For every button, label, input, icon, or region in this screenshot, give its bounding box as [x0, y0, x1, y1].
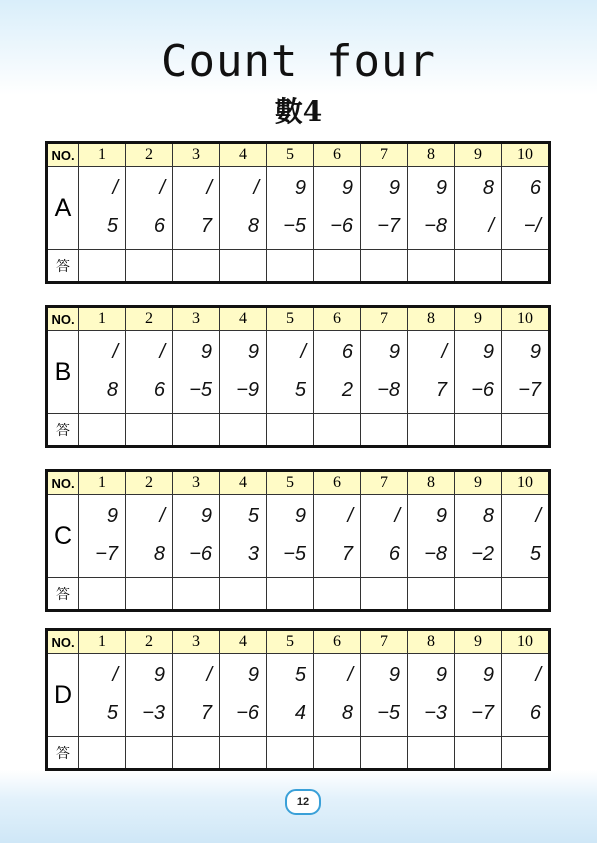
column-number: 3 — [173, 308, 220, 330]
header-no-label: NO. — [48, 472, 79, 494]
column-number: 4 — [220, 308, 267, 330]
problem-cell — [361, 167, 408, 249]
problem-row — [48, 331, 548, 414]
first-number: / — [394, 505, 400, 527]
answer-cell[interactable] — [79, 737, 126, 768]
column-number: 4 — [220, 144, 267, 166]
column-number: 8 — [408, 631, 455, 653]
second-number: / — [488, 215, 494, 237]
first-number: 9 — [247, 341, 259, 363]
answer-row — [48, 578, 548, 609]
answer-cell[interactable] — [361, 737, 408, 768]
problem-cell — [408, 654, 455, 736]
header-row — [48, 472, 548, 495]
first-number: 9 — [247, 664, 259, 686]
problem-cell — [502, 167, 548, 249]
answer-row — [48, 414, 548, 445]
column-number: 5 — [267, 308, 314, 330]
first-number: 8 — [482, 177, 494, 199]
first-number: 9 — [435, 664, 447, 686]
problem-cell — [220, 654, 267, 736]
first-number: 6 — [341, 341, 353, 363]
first-number: / — [347, 505, 353, 527]
column-number: 2 — [126, 472, 173, 494]
answer-cell[interactable] — [267, 250, 314, 281]
column-number: 9 — [455, 308, 502, 330]
header-row — [48, 308, 548, 331]
answer-cell[interactable] — [502, 737, 548, 768]
answer-row — [48, 250, 548, 281]
second-number: 8 — [247, 215, 259, 237]
problem-cell — [502, 331, 548, 413]
problem-cell — [314, 495, 361, 577]
second-number: −8 — [377, 379, 400, 401]
problem-cell — [361, 654, 408, 736]
problem-cell — [126, 495, 173, 577]
column-number: 2 — [126, 144, 173, 166]
problem-cell — [455, 167, 502, 249]
worksheet-c — [45, 469, 551, 612]
column-number: 3 — [173, 472, 220, 494]
first-number: / — [300, 341, 306, 363]
answer-cell[interactable] — [408, 578, 455, 609]
answer-cell[interactable] — [126, 578, 173, 609]
answer-cell[interactable] — [79, 414, 126, 445]
worksheet-a — [45, 141, 551, 284]
problem-cell — [267, 495, 314, 577]
first-number: 9 — [200, 505, 212, 527]
answer-label: 答 — [48, 737, 79, 768]
column-number: 6 — [314, 472, 361, 494]
column-number: 1 — [79, 308, 126, 330]
second-number: 8 — [106, 379, 118, 401]
first-number: 9 — [435, 505, 447, 527]
answer-cell[interactable] — [314, 250, 361, 281]
first-number: 5 — [294, 664, 306, 686]
section-label: D — [48, 654, 79, 736]
page-title: Count four — [161, 36, 436, 87]
column-number: 6 — [314, 308, 361, 330]
section-label: C — [48, 495, 79, 577]
problem-cell — [267, 654, 314, 736]
column-number: 4 — [220, 631, 267, 653]
first-number: 9 — [294, 505, 306, 527]
first-number: / — [112, 341, 118, 363]
problem-cell — [314, 167, 361, 249]
second-number: 6 — [153, 215, 165, 237]
column-number: 8 — [408, 144, 455, 166]
problem-cell — [314, 654, 361, 736]
answer-label: 答 — [48, 250, 79, 281]
second-number: 5 — [106, 702, 118, 724]
first-number: 8 — [482, 505, 494, 527]
problem-cell — [314, 331, 361, 413]
column-number: 10 — [517, 146, 533, 163]
answer-cell[interactable] — [173, 578, 220, 609]
column-number: 9 — [455, 472, 502, 494]
first-number: / — [535, 505, 541, 527]
first-number: / — [159, 341, 165, 363]
answer-cell[interactable] — [220, 250, 267, 281]
first-number: 9 — [388, 341, 400, 363]
page-number-badge: 12 — [285, 789, 321, 815]
first-number: / — [206, 664, 212, 686]
answer-cell[interactable] — [220, 737, 267, 768]
column-number: 10 — [517, 310, 533, 327]
problem-cell — [455, 654, 502, 736]
second-number: −/ — [523, 215, 541, 237]
second-number: 8 — [153, 543, 165, 565]
column-number: 2 — [126, 631, 173, 653]
problem-cell — [502, 495, 548, 577]
answer-cell[interactable] — [79, 250, 126, 281]
column-number: 3 — [173, 631, 220, 653]
first-number: / — [535, 664, 541, 686]
answer-cell[interactable] — [455, 250, 502, 281]
answer-cell[interactable] — [173, 737, 220, 768]
column-number: 10 — [517, 474, 533, 491]
first-number: 9 — [341, 177, 353, 199]
answer-cell[interactable] — [361, 250, 408, 281]
answer-cell[interactable] — [502, 250, 548, 281]
second-number: 2 — [341, 379, 353, 401]
second-number: −5 — [377, 702, 400, 724]
first-number: / — [206, 177, 212, 199]
column-number: 4 — [220, 472, 267, 494]
worksheet-d — [45, 628, 551, 771]
first-number: / — [347, 664, 353, 686]
column-number: 1 — [79, 472, 126, 494]
problem-cell — [126, 331, 173, 413]
first-number: / — [159, 177, 165, 199]
problem-cell — [361, 331, 408, 413]
problem-cell — [502, 654, 548, 736]
column-number: 9 — [455, 631, 502, 653]
column-number: 6 — [314, 631, 361, 653]
first-number: / — [253, 177, 259, 199]
answer-cell[interactable] — [314, 414, 361, 445]
first-number: 6 — [529, 177, 541, 199]
answer-label: 答 — [48, 578, 79, 609]
first-number: 9 — [153, 664, 165, 686]
answer-cell[interactable] — [126, 250, 173, 281]
second-number: 6 — [153, 379, 165, 401]
second-number: −9 — [236, 379, 259, 401]
second-number: −3 — [142, 702, 165, 724]
answer-cell[interactable] — [267, 578, 314, 609]
first-number: 9 — [200, 341, 212, 363]
problem-row — [48, 654, 548, 737]
second-number: 8 — [341, 702, 353, 724]
problem-cell — [126, 167, 173, 249]
problem-cell — [173, 331, 220, 413]
second-number: −6 — [330, 215, 353, 237]
answer-cell[interactable] — [173, 250, 220, 281]
problem-cell — [173, 167, 220, 249]
second-number: −2 — [471, 543, 494, 565]
header-no-label: NO. — [48, 631, 79, 653]
problem-row — [48, 167, 548, 250]
answer-cell[interactable] — [314, 737, 361, 768]
answer-row — [48, 737, 548, 768]
second-number: 6 — [388, 543, 400, 565]
column-number: 7 — [361, 144, 408, 166]
first-number: 9 — [106, 505, 118, 527]
problem-cell — [79, 654, 126, 736]
answer-cell[interactable] — [126, 737, 173, 768]
column-number: 8 — [408, 472, 455, 494]
column-number: 10 — [517, 633, 533, 650]
column-number: 1 — [79, 631, 126, 653]
problem-row — [48, 495, 548, 578]
answer-cell[interactable] — [361, 414, 408, 445]
header-row — [48, 144, 548, 167]
problem-cell — [79, 331, 126, 413]
problem-cell — [79, 167, 126, 249]
second-number: 3 — [247, 543, 259, 565]
problem-cell — [408, 495, 455, 577]
column-number: 7 — [361, 631, 408, 653]
problem-cell — [361, 495, 408, 577]
first-number: / — [112, 664, 118, 686]
first-number: 9 — [529, 341, 541, 363]
column-number: 1 — [79, 144, 126, 166]
section-label: A — [48, 167, 79, 249]
page-subtitle: 數4 — [274, 95, 323, 128]
problem-cell — [455, 495, 502, 577]
second-number: 7 — [200, 215, 212, 237]
second-number: −7 — [518, 379, 541, 401]
first-number: 9 — [388, 664, 400, 686]
first-number: / — [112, 177, 118, 199]
answer-cell[interactable] — [126, 414, 173, 445]
second-number: −6 — [236, 702, 259, 724]
column-number: 7 — [361, 308, 408, 330]
worksheet-b — [45, 305, 551, 448]
second-number: −7 — [471, 702, 494, 724]
column-number: 3 — [173, 144, 220, 166]
header-no-label: NO. — [48, 144, 79, 166]
second-number: −7 — [95, 543, 118, 565]
column-number: 6 — [314, 144, 361, 166]
problem-cell — [408, 331, 455, 413]
first-number: 9 — [388, 177, 400, 199]
problem-cell — [126, 654, 173, 736]
answer-cell[interactable] — [455, 578, 502, 609]
answer-cell[interactable] — [502, 414, 548, 445]
column-number: 8 — [408, 308, 455, 330]
first-number: / — [441, 341, 447, 363]
answer-cell[interactable] — [220, 414, 267, 445]
second-number: −6 — [189, 543, 212, 565]
second-number: 5 — [106, 215, 118, 237]
second-number: 5 — [529, 543, 541, 565]
first-number: 9 — [482, 664, 494, 686]
answer-cell[interactable] — [79, 578, 126, 609]
second-number: −6 — [471, 379, 494, 401]
second-number: −5 — [189, 379, 212, 401]
second-number: −8 — [424, 215, 447, 237]
problem-cell — [267, 331, 314, 413]
answer-cell[interactable] — [455, 414, 502, 445]
answer-cell[interactable] — [408, 414, 455, 445]
answer-cell[interactable] — [361, 578, 408, 609]
answer-cell[interactable] — [314, 578, 361, 609]
second-number: 6 — [529, 702, 541, 724]
answer-label: 答 — [48, 414, 79, 445]
problem-cell — [220, 331, 267, 413]
header-no-label: NO. — [48, 308, 79, 330]
section-label: B — [48, 331, 79, 413]
first-number: / — [159, 505, 165, 527]
first-number: 9 — [294, 177, 306, 199]
answer-cell[interactable] — [502, 578, 548, 609]
second-number: −7 — [377, 215, 400, 237]
column-number: 7 — [361, 472, 408, 494]
problem-cell — [220, 495, 267, 577]
problem-cell — [267, 167, 314, 249]
second-number: 7 — [435, 379, 447, 401]
answer-cell[interactable] — [220, 578, 267, 609]
first-number: 9 — [435, 177, 447, 199]
column-number: 9 — [455, 144, 502, 166]
second-number: 5 — [294, 379, 306, 401]
answer-cell[interactable] — [267, 737, 314, 768]
problem-cell — [173, 495, 220, 577]
first-number: 9 — [482, 341, 494, 363]
second-number: 7 — [200, 702, 212, 724]
second-number: 4 — [294, 702, 306, 724]
problem-cell — [220, 167, 267, 249]
first-number: 5 — [247, 505, 259, 527]
problem-cell — [173, 654, 220, 736]
problem-cell — [408, 167, 455, 249]
second-number: −8 — [424, 543, 447, 565]
second-number: −5 — [283, 543, 306, 565]
second-number: −3 — [424, 702, 447, 724]
column-number: 5 — [267, 472, 314, 494]
answer-cell[interactable] — [267, 414, 314, 445]
answer-cell[interactable] — [173, 414, 220, 445]
column-number: 5 — [267, 144, 314, 166]
second-number: −5 — [283, 215, 306, 237]
answer-cell[interactable] — [408, 737, 455, 768]
answer-cell[interactable] — [455, 737, 502, 768]
column-number: 2 — [126, 308, 173, 330]
problem-cell — [455, 331, 502, 413]
header-row — [48, 631, 548, 654]
problem-cell — [79, 495, 126, 577]
column-number: 5 — [267, 631, 314, 653]
answer-cell[interactable] — [408, 250, 455, 281]
second-number: 7 — [341, 543, 353, 565]
